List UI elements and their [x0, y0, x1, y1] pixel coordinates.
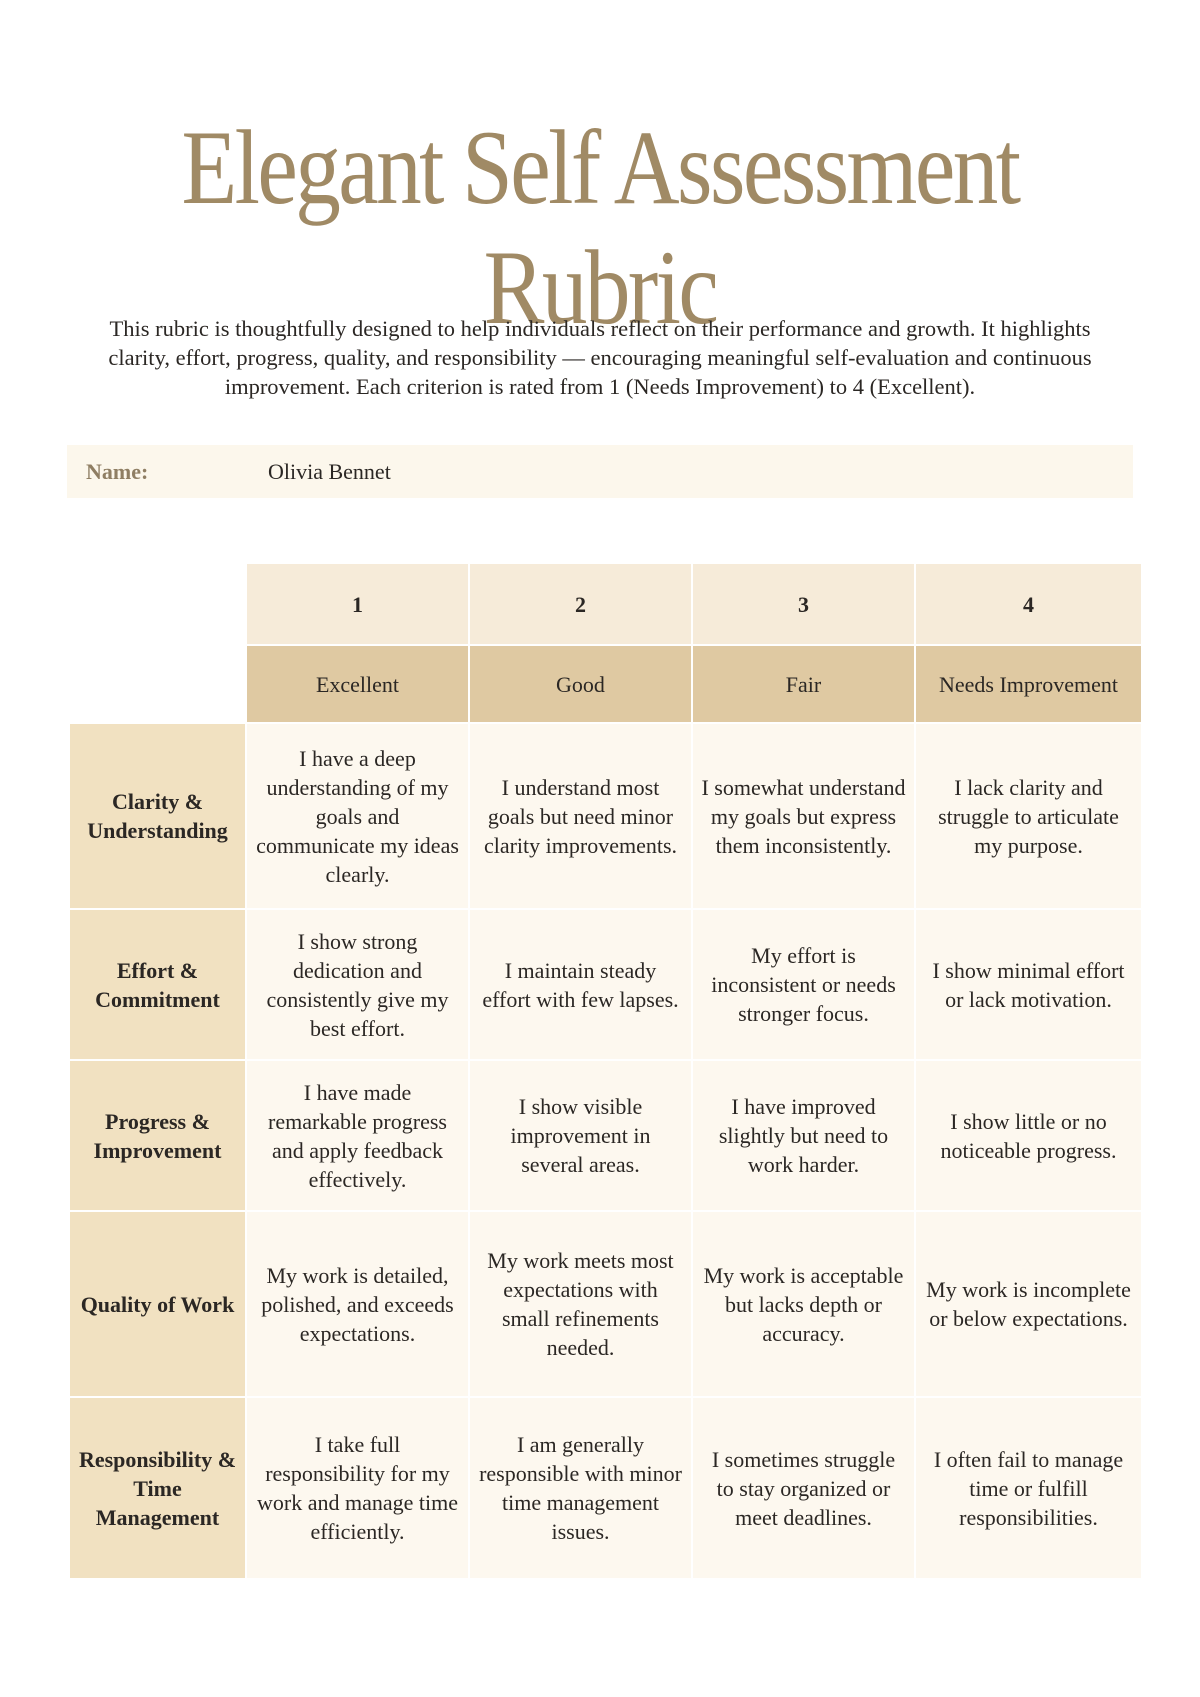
rubric-table: [68, 562, 1143, 1580]
rubric-description: I lack clarity and struggle to articulate my purpose.: [916, 724, 1141, 908]
intro-paragraph: This rubric is thoughtfully designed to help individuals reflect on their performance and growth. It highlights clarity, effort, progress, quality, and responsibility — encouraging meaningful self-evaluation and continuous improvement. Each criterion is rated from 1 (Needs Improvement) to 4 (Excellent).: [108, 316, 1092, 399]
rubric-description: I am generally responsible with minor time management issues.: [470, 1398, 691, 1578]
criterion-label: Quality of Work: [70, 1212, 245, 1396]
criterion-row: [70, 1212, 1141, 1396]
score-header: 2: [470, 564, 691, 644]
rubric-description: I show little or no noticeable progress.: [916, 1061, 1141, 1210]
score-header: 3: [693, 564, 914, 644]
criterion-label: Effort & Commitment: [70, 910, 245, 1059]
name-label: Name:: [86, 458, 149, 484]
rubric-description: My work is acceptable but lacks depth or accuracy.: [693, 1212, 914, 1396]
criterion-label: Clarity & Understanding: [70, 724, 245, 908]
criterion-row: [70, 724, 1141, 908]
rubric-description: I maintain steady effort with few lapses.: [470, 910, 691, 1059]
level-header-row: [70, 646, 1141, 722]
rubric-description: I understand most goals but need minor clarity improvements.: [470, 724, 691, 908]
level-header: Good: [470, 646, 691, 722]
page-title: Elegant Self Assessment Rubric: [181, 109, 1019, 346]
name-value[interactable]: Olivia Bennet: [268, 458, 391, 484]
level-header: Excellent: [247, 646, 468, 722]
rubric-description: My work is detailed, polished, and exceeds expectations.: [247, 1212, 468, 1396]
rubric-description: I have improved slightly but need to work harder.: [693, 1061, 914, 1210]
score-header-row: [70, 564, 1141, 644]
level-header: Fair: [693, 646, 914, 722]
level-header: Needs Improvement: [916, 646, 1141, 722]
rubric-description: I sometimes struggle to stay organized or meet deadlines.: [693, 1398, 914, 1578]
rubric-description: My work meets most expectations with small refinements needed.: [470, 1212, 691, 1396]
criterion-row: [70, 1398, 1141, 1578]
criterion-row: [70, 1061, 1141, 1210]
score-header: 1: [247, 564, 468, 644]
rubric-description: I show visible improvement in several areas.: [470, 1061, 691, 1210]
rubric-description: I have a deep understanding of my goals and communicate my ideas clearly.: [247, 724, 468, 908]
criterion-label: Progress & Improvement: [70, 1061, 245, 1210]
criterion-label: Responsibility & Time Management: [70, 1398, 245, 1578]
rubric-description: I often fail to manage time or fulfill responsibilities.: [916, 1398, 1141, 1578]
rubric-description: I show strong dedication and consistently give my best effort.: [247, 910, 468, 1059]
rubric-description: I somewhat understand my goals but express them inconsistently.: [693, 724, 914, 908]
rubric-description: I show minimal effort or lack motivation.: [916, 910, 1141, 1059]
criterion-row: [70, 910, 1141, 1059]
rubric-description: My work is incomplete or below expectations.: [916, 1212, 1141, 1396]
rubric-description: I have made remarkable progress and apply feedback effectively.: [247, 1061, 468, 1210]
name-field-row: [67, 445, 1133, 498]
score-header: 4: [916, 564, 1141, 644]
rubric-description: My effort is inconsistent or needs stronger focus.: [693, 910, 914, 1059]
corner-cell: [70, 646, 245, 722]
rubric-description: I take full responsibility for my work and manage time efficiently.: [247, 1398, 468, 1578]
corner-cell: [70, 564, 245, 644]
